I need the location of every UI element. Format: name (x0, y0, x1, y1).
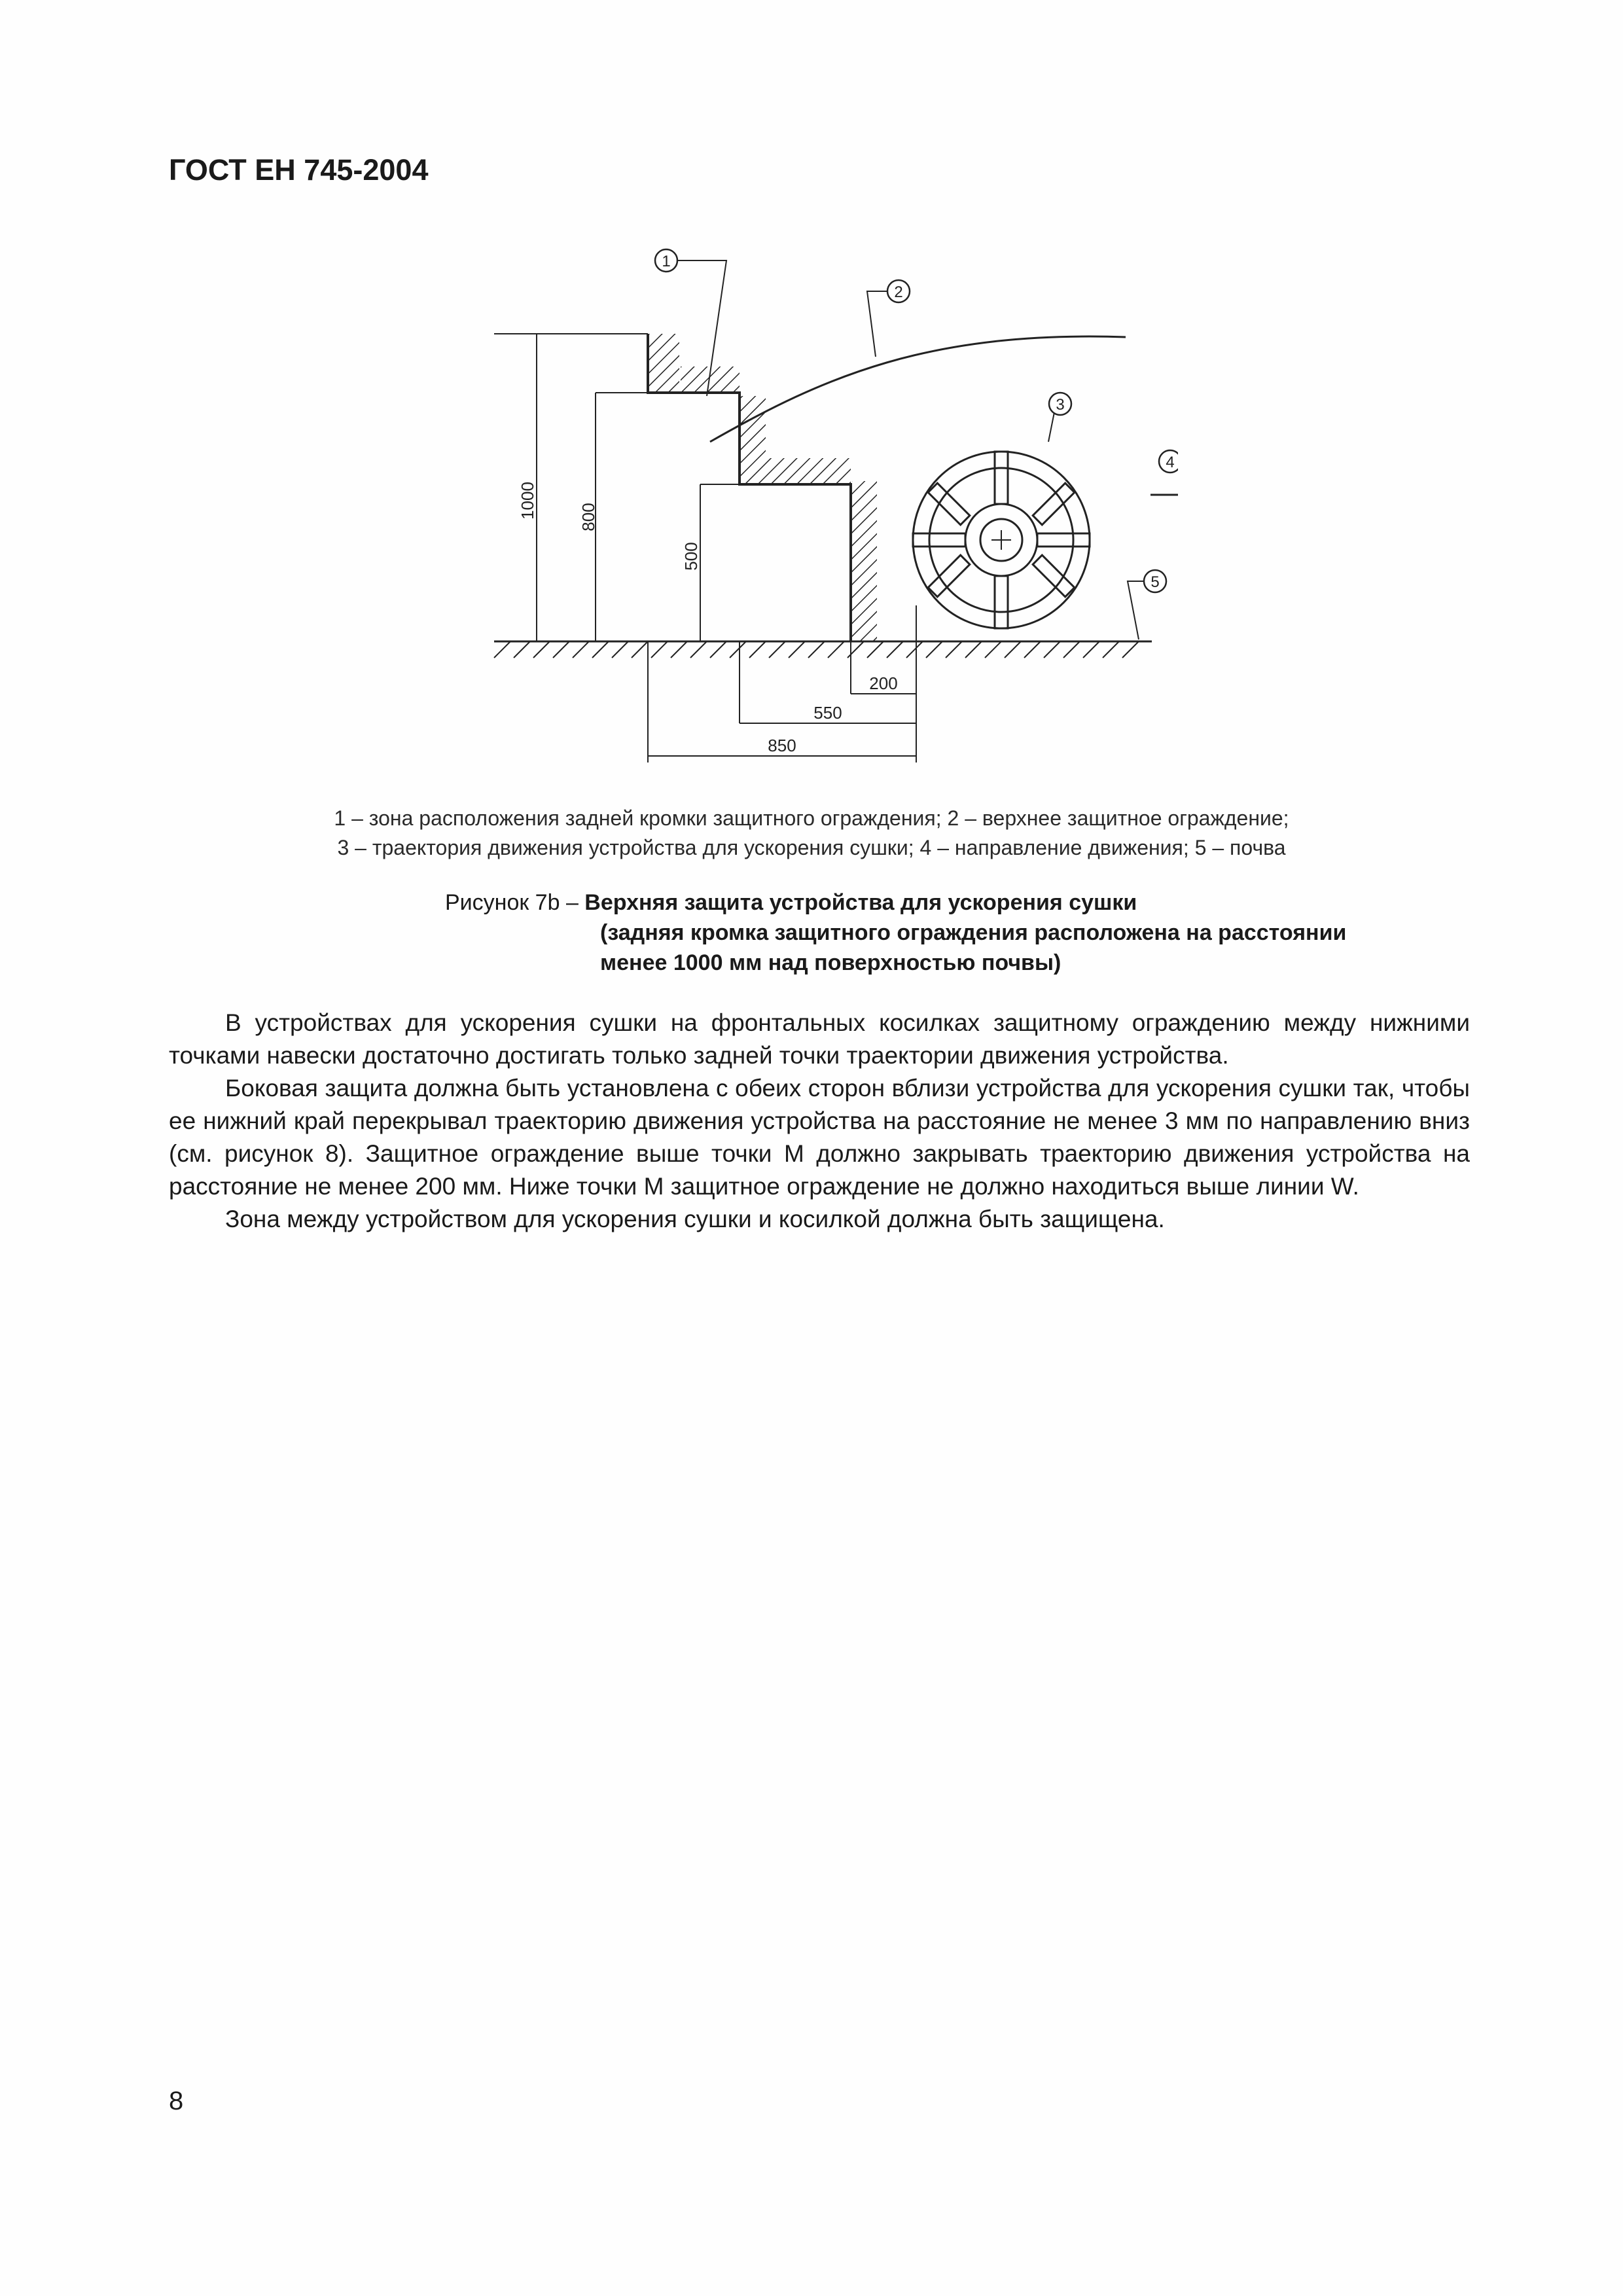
dim-800: 800 (579, 503, 598, 531)
figure-7b-diagram (484, 239, 1178, 762)
legend-line-1: 1 – зона расположения задней кромки защитного ограждения; 2 – верхнее защитное ограждение; (334, 806, 1289, 830)
document-header: ГОСТ ЕН 745-2004 (169, 153, 429, 187)
figure-caption (445, 888, 1346, 978)
caption-label: Рисунок 7b – (445, 890, 585, 915)
figure-legend (196, 804, 1427, 863)
dim-500: 500 (681, 542, 701, 571)
caption-title-3: менее 1000 мм над поверхностью почвы) (600, 950, 1061, 975)
callout-5: 5 (1150, 573, 1160, 591)
caption-title-1: Верхняя защита устройства для ускорения сушки (584, 890, 1137, 915)
caption-title-2: (задняя кромка защитного ограждения расположена на расстоянии (600, 920, 1347, 945)
ground-hatch (494, 641, 1139, 658)
legend-line-2: 3 – траектория движения устройства для ускорения сушки; 4 – направление движения; 5 – почва (337, 836, 1286, 859)
dim-1000: 1000 (518, 482, 537, 520)
hatch-mid2 (740, 396, 766, 484)
upper-guard-curve (710, 336, 1126, 442)
dim-200: 200 (869, 673, 898, 693)
callout-2: 2 (894, 283, 903, 301)
paragraph: Зона между устройством для ускорения сушки и косилкой должна быть защищена. (225, 1206, 1165, 1232)
callout-4: 4 (1166, 454, 1175, 471)
paragraph: Боковая защита должна быть установлена с обеих сторон вблизи устройства для ускорения сушки так, чтобы ее нижний край перекрывал траекторию движения устройства на расстояние не менее 3 мм по направлению вниз (см. рисунок 8). Защитное ограждение выше точки М должно закрывать траекторию движения устройства на расстояние не менее 200 мм. Ниже точки М защитное ограждение не должно находиться выше линии W. (169, 1075, 1470, 1200)
hatch-top (648, 334, 679, 393)
dim-850: 850 (768, 736, 796, 755)
paragraph: В устройствах для ускорения сушки на фронтальных косилках защитному ограждению между нижними точками навески достаточно достигать только задней точки траектории движения устройства. (169, 1009, 1470, 1069)
callout-1: 1 (662, 253, 671, 270)
dim-550: 550 (813, 703, 842, 723)
hatch-low (766, 458, 851, 484)
hatch-low2 (852, 481, 877, 641)
page-number: 8 (169, 2087, 184, 2115)
body-text (169, 1007, 1470, 1236)
callout-3: 3 (1056, 396, 1065, 414)
